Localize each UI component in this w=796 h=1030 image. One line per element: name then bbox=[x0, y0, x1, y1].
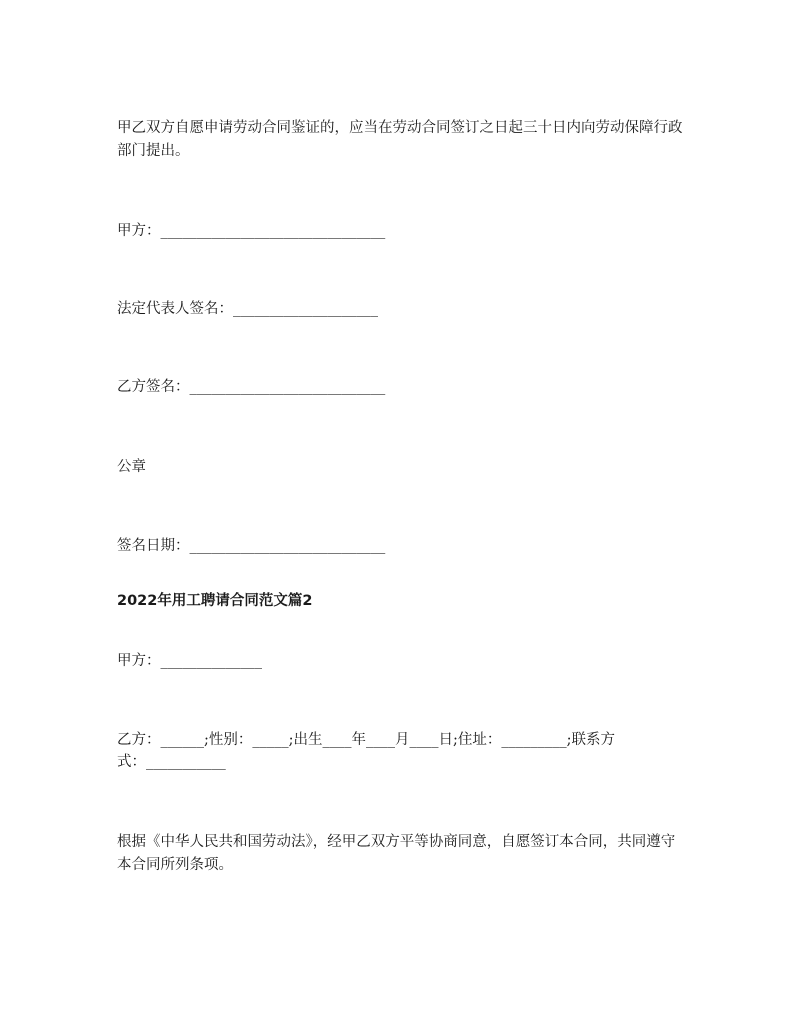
party-b-info-line-2: 式：___________ bbox=[117, 754, 226, 770]
agreement-paragraph: 根据《中华人民共和国劳动法》，经甲乙双方平等协商同意，自愿签订本合同，共同遵守本合同所列条项。 bbox=[117, 834, 676, 873]
party-b-info-line-1: 乙方：______;性别：_____;出生____年____月____日;住址：_________;联系方 bbox=[117, 732, 616, 748]
legal-representative-signature-line: 法定代表人签名：____________________ bbox=[117, 301, 378, 317]
official-seal-label: 公章 bbox=[117, 459, 146, 475]
party-a-signature-line: 甲方：_______________________________ bbox=[117, 223, 386, 239]
party-b-signature-line: 乙方签名：___________________________ bbox=[117, 379, 386, 395]
section-title: 2022年用工聘请合同范文篇2 bbox=[117, 593, 313, 609]
party-a-line-section-2: 甲方：______________ bbox=[117, 653, 262, 669]
filing-paragraph: 甲乙双方自愿申请劳动合同鉴证的，应当在劳动合同签订之日起三十日内向劳动保障行政部门提出。 bbox=[117, 120, 683, 159]
signature-date-line: 签名日期：___________________________ bbox=[117, 538, 386, 554]
